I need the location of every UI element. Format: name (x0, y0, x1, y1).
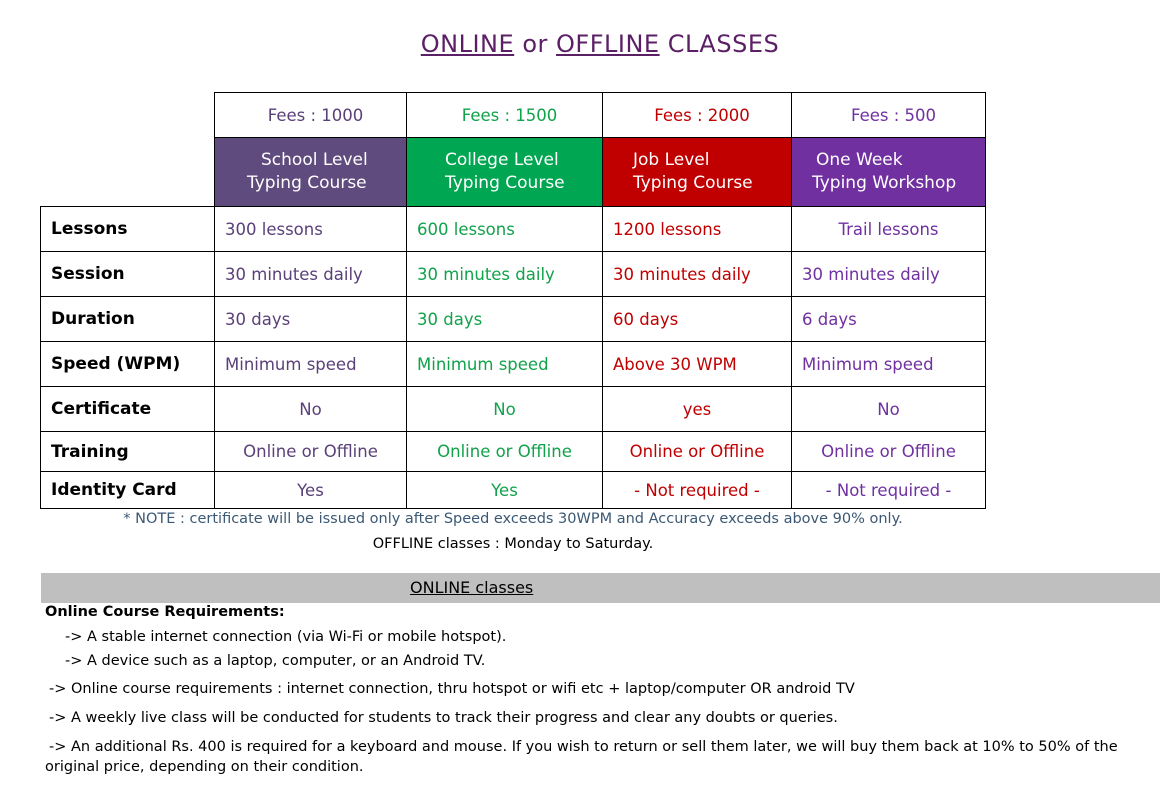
table-cell: Minimum speed (792, 342, 986, 387)
fee-cell-college: Fees : 1500 (407, 93, 603, 138)
fees-row (41, 93, 986, 138)
course-name-line2: Typing Workshop (812, 173, 957, 193)
table-cell: Yes (215, 472, 407, 509)
page-title (0, 30, 1176, 58)
table-row-certificate (41, 387, 986, 432)
table-row-duration (41, 297, 986, 342)
table-cell: 30 days (215, 297, 407, 342)
table-cell: 30 minutes daily (215, 252, 407, 297)
table-cell: No (407, 387, 603, 432)
table-cell: Yes (407, 472, 603, 509)
list-item: -> Online course requirements : internet connection, thru hotspot or wifi etc + laptop/computer OR android TV (49, 681, 855, 697)
table-cell: 30 minutes daily (603, 252, 792, 297)
course-name-line1: Job Level (633, 150, 710, 170)
fee-cell-job: Fees : 2000 (603, 93, 792, 138)
list-item: -> A device such as a laptop, computer, or an Android TV. (65, 653, 486, 669)
course-header-row (41, 138, 986, 207)
fee-cell-school: Fees : 1000 (215, 93, 407, 138)
list-item: -> A stable internet connection (via Wi-Fi or mobile hotspot). (65, 629, 507, 645)
table-cell: 30 days (407, 297, 603, 342)
table-cell: Online or Offline (407, 432, 603, 472)
offline-schedule: OFFLINE classes : Monday to Saturday. (372, 536, 654, 552)
course-name-line1: School Level (261, 150, 368, 170)
course-header-job (603, 138, 792, 207)
course-header-workshop (792, 138, 986, 207)
row-label: Certificate (41, 387, 215, 432)
fee-cell-workshop: Fees : 500 (792, 93, 986, 138)
title-classes: CLASSES (667, 30, 780, 58)
table-row-session (41, 252, 986, 297)
list-item: -> An additional Rs. 400 is required for a keyboard and mouse. If you wish to return or sell them later, we will buy them back at 10% to 50% of the original price, depending on their condition. (45, 739, 1118, 775)
row-label: Speed (WPM) (41, 342, 215, 387)
requirements-title: Online Course Requirements: (45, 604, 285, 620)
table-cell: No (792, 387, 986, 432)
blank-cell (41, 138, 215, 207)
title-or: or (522, 30, 548, 58)
table-cell: Minimum speed (215, 342, 407, 387)
row-label: Session (41, 252, 215, 297)
blank-cell (41, 93, 215, 138)
table-cell: Online or Offline (603, 432, 792, 472)
course-header-school (215, 138, 407, 207)
table-cell: 30 minutes daily (792, 252, 986, 297)
table-cell: - Not required - (792, 472, 986, 509)
table-row-lessons (41, 207, 986, 252)
table-cell: 30 minutes daily (407, 252, 603, 297)
table-cell: 60 days (603, 297, 792, 342)
online-section-band (41, 573, 1160, 603)
course-name-line2: Typing Course (247, 173, 367, 193)
table-cell: 300 lessons (215, 207, 407, 252)
table-cell: Trail lessons (792, 207, 986, 252)
row-label: Identity Card (41, 472, 215, 509)
course-name-line1: College Level (445, 150, 559, 170)
course-name-line2: Typing Course (445, 173, 565, 193)
table-cell: No (215, 387, 407, 432)
table-cell: yes (603, 387, 792, 432)
table-cell: Above 30 WPM (603, 342, 792, 387)
table-row-identity (41, 472, 986, 509)
course-name-line1: One Week (816, 150, 903, 170)
table-cell: - Not required - (603, 472, 792, 509)
row-label: Duration (41, 297, 215, 342)
row-label: Training (41, 432, 215, 472)
table-cell: Online or Offline (792, 432, 986, 472)
online-section-heading: ONLINE classes (410, 578, 534, 597)
list-item: -> A weekly live class will be conducted for students to track their progress and clear any doubts or queries. (49, 710, 838, 726)
table-cell: Minimum speed (407, 342, 603, 387)
row-label: Lessons (41, 207, 215, 252)
table-cell: Online or Offline (215, 432, 407, 472)
title-offline: OFFLINE (556, 30, 660, 58)
course-header-college (407, 138, 603, 207)
table-cell: 6 days (792, 297, 986, 342)
certificate-note: * NOTE : certificate will be issued only after Speed exceeds 30WPM and Accuracy exceeds above 90% only. (123, 511, 903, 527)
table-cell: 1200 lessons (603, 207, 792, 252)
table-cell: 600 lessons (407, 207, 603, 252)
course-name-line2: Typing Course (633, 173, 753, 193)
table-row-training (41, 432, 986, 472)
table-row-speed (41, 342, 986, 387)
title-online: ONLINE (420, 30, 515, 58)
course-table (40, 92, 986, 509)
